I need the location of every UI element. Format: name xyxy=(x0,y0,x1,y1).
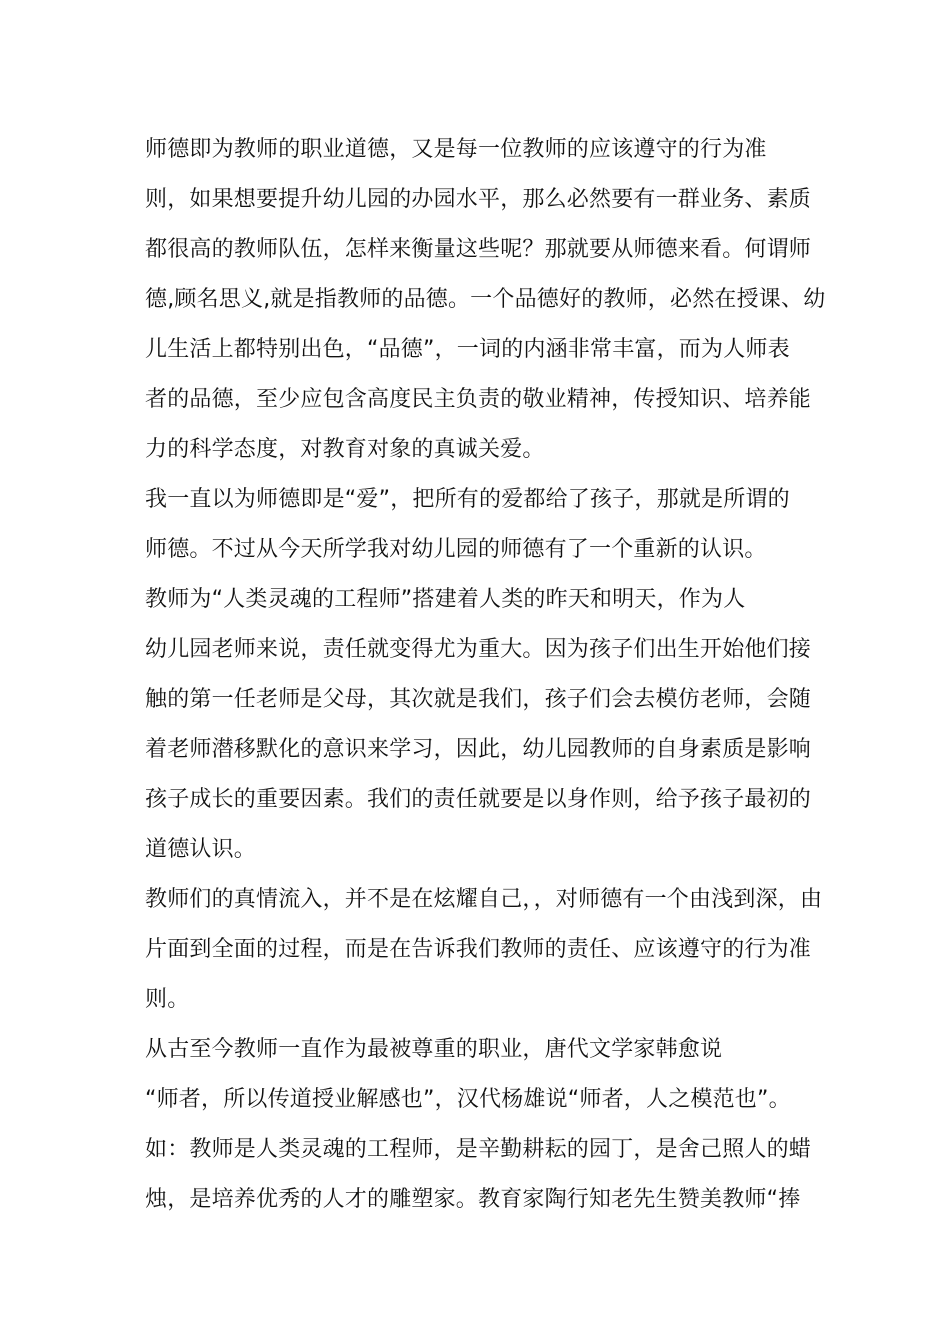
text-line: 儿生活上都特别出色，“品德”，一词的内涵非常丰富，而为人师表 xyxy=(145,337,790,362)
text-line: 如：教师是人类灵魂的工程师，是辛勤耕耘的园丁，是舍己照人的蜡 xyxy=(145,1137,812,1162)
text-line: 则，如果想要提升幼儿园的办园水平，那么必然要有一群业务、素质 xyxy=(145,187,812,212)
text-line: 我一直以为师德即是“爱”，把所有的爱都给了孩子，那就是所谓的 xyxy=(145,487,790,512)
text-line: 触的第一任老师是父母，其次就是我们，孩子们会去模仿老师，会随 xyxy=(145,687,812,712)
text-line: 都很高的教师队伍，怎样来衡量这些呢？那就要从师德来看。何谓师 xyxy=(145,237,812,262)
text-line: 师德。不过从今天所学我对幼儿园的师德有了一个重新的认识。 xyxy=(145,537,767,562)
text-line: 力的科学态度，对教育对象的真诚关爱。 xyxy=(145,437,545,462)
text-line: 片面到全面的过程，而是在告诉我们教师的责任、应该遵守的行为准 xyxy=(145,937,812,962)
text-line: 道德认识。 xyxy=(145,837,257,862)
text-line: 幼儿园老师来说，责任就变得尤为重大。因为孩子们出生开始他们接 xyxy=(145,637,812,662)
text-line: 着老师潜移默化的意识来学习，因此，幼儿园教师的自身素质是影响 xyxy=(145,737,812,762)
text-line: 教师为“人类灵魂的工程师”搭建着人类的昨天和明天，作为人 xyxy=(145,587,746,612)
text-line: 教师们的真情流入，并不是在炫耀自己，，对师德有一个由浅到深，由 xyxy=(145,887,823,912)
text-line: 师德即为教师的职业道德，又是每一位教师的应该遵守的行为准 xyxy=(145,137,767,162)
text-line: 德,顾名思义,就是指教师的品德。一个品德好的教师，必然在授课、幼 xyxy=(145,287,826,312)
text-line: 孩子成长的重要因素。我们的责任就要是以身作则，给予孩子最初的 xyxy=(145,787,812,812)
text-line: 烛，是培养优秀的人才的雕塑家。教育家陶行知老先生赞美教师“捧 xyxy=(145,1187,801,1212)
text-line: 则。 xyxy=(145,987,190,1012)
text-line: “师者，所以传道授业解感也”，汉代杨雄说“师者，人之模范也”。 xyxy=(145,1087,791,1112)
text-line: 从古至今教师一直作为最被尊重的职业，唐代文学家韩愈说 xyxy=(145,1037,723,1062)
text-line: 者的品德，至少应包含高度民主负责的敬业精神，传授知识、培养能 xyxy=(145,387,812,412)
